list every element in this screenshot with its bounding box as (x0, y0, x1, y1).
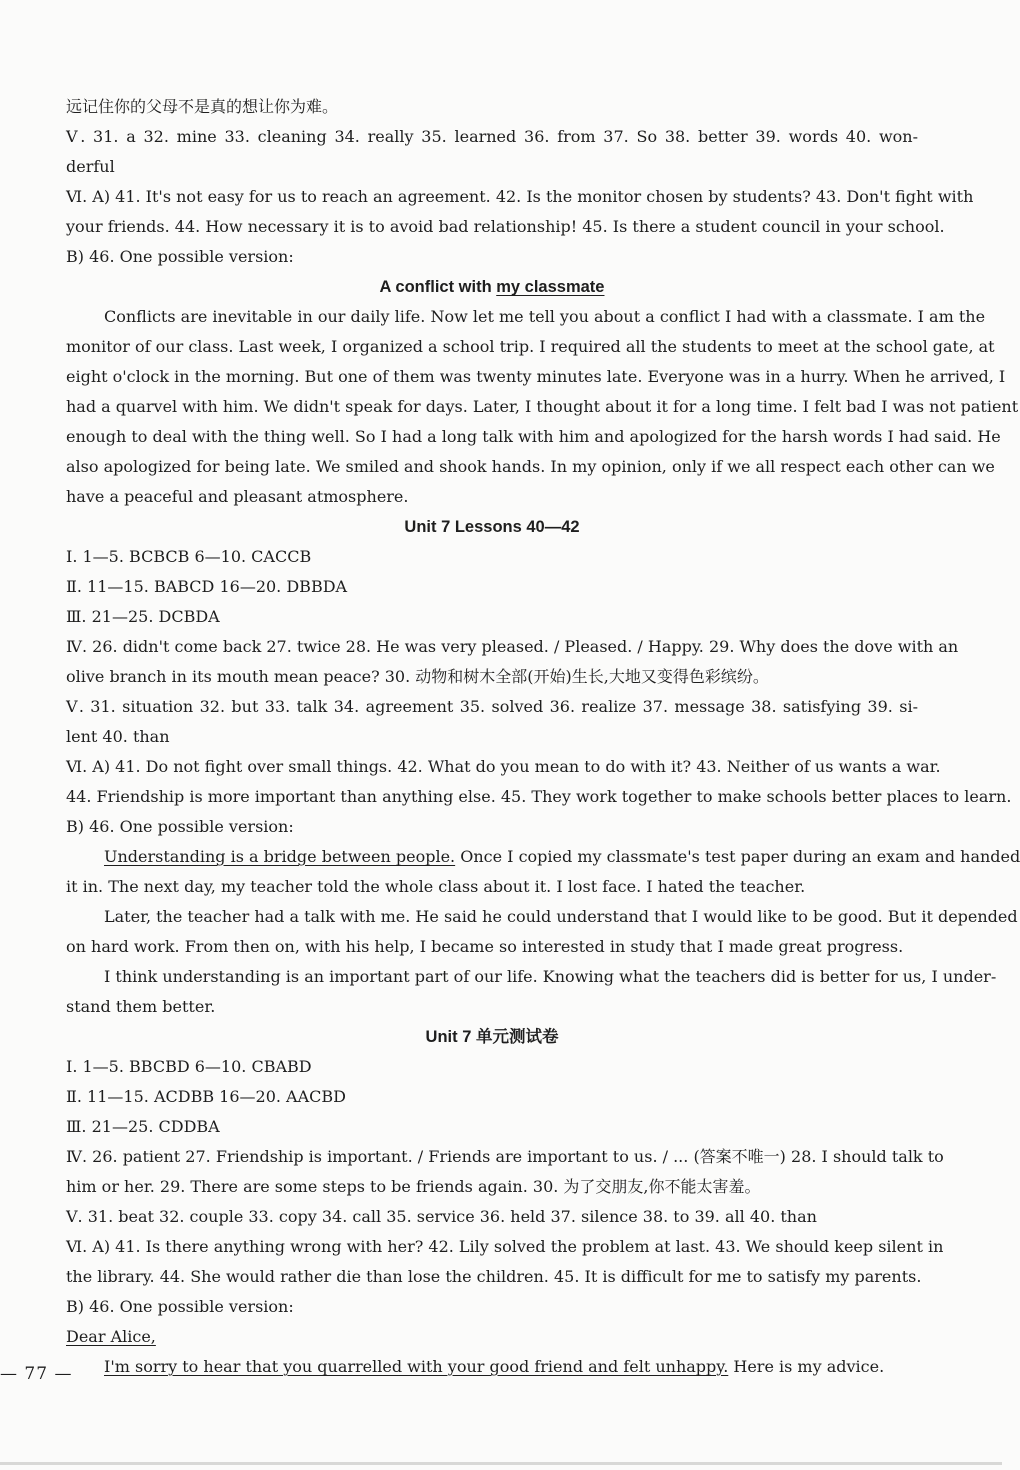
text-line: Ⅳ. 26. didn't come back 27. twice 28. He was very pleased. / Pleased. / Happy. 29. Why does the dove with an (66, 637, 959, 656)
text-line: Ⅴ. 31. situation 32. but 33. talk 34. agreement 35. solved 36. realize 37. message 38. satisfying 39. si- (66, 697, 918, 716)
text-line: Ⅱ. 11—15. BABCD 16—20. DBBDA (66, 577, 348, 596)
text-line: your friends. 44. How necessary it is to avoid bad relationship! 45. Is there a student council in your school. (66, 217, 945, 236)
text-line: Ⅵ. A) 41. It's not easy for us to reach an agreement. 42. Is the monitor chosen by students? 43. Don't fight with (66, 187, 974, 206)
answer-key-page (66, 92, 1020, 1382)
text-line: Ⅵ. A) 41. Is there anything wrong with her? 42. Lily solved the problem at last. 43. We should keep silent in (66, 1237, 944, 1256)
text-line: I'm sorry to hear that you quarrelled with your good friend and felt unhappy. Here is my advice. (104, 1357, 885, 1376)
text-line: 44. Friendship is more important than anything else. 45. They work together to make schools better places to learn. (66, 787, 1012, 806)
footer-divider (0, 1462, 1002, 1465)
text-line: the library. 44. She would rather die than lose the children. 45. It is difficult for me to satisfy my parents. (66, 1267, 922, 1286)
text-line: Ⅲ. 21—25. DCBDA (66, 607, 220, 626)
text-line: had a quarvel with him. We didn't speak for days. Later, I thought about it for a long time. I felt bad I was not patient (66, 397, 1019, 416)
section-heading: Unit 7 单元测试卷 (425, 1028, 559, 1046)
text-line: Ⅴ. 31. beat 32. couple 33. copy 34. call 35. service 36. held 37. silence 38. to 39. all 40. than (66, 1207, 817, 1226)
text-line: Understanding is a bridge between people. Once I copied my classmate's test paper during an exam and handed (104, 847, 1020, 866)
text-line: Ⅳ. 26. patient 27. Friendship is important. / Friends are important to us. / ... (答案不唯一) 28. I should talk to (66, 1147, 944, 1166)
section-heading: A conflict with my classmate (379, 278, 605, 296)
underlined-text: I'm sorry to hear that you quarrelled with your good friend and felt unhappy. (104, 1357, 729, 1376)
text-line (66, 1322, 918, 1352)
text-line: B) 46. One possible version: (66, 817, 294, 836)
text-line: olive branch in its mouth mean peace? 30. 动物和树木全部(开始)生长,大地又变得色彩缤纷。 (66, 667, 769, 686)
text-line: Ⅱ. 11—15. ACDBB 16—20. AACBD (66, 1087, 346, 1106)
text-line: on hard work. From then on, with his help, I became so interested in study that I made great progress. (66, 937, 904, 956)
text-line: also apologized for being late. We smiled and shook hands. In my opinion, only if we all respect each other can we (66, 457, 995, 476)
text-line: lent 40. than (66, 727, 170, 746)
text-line: him or her. 29. There are some steps to be friends again. 30. 为了交朋友,你不能太害羞。 (66, 1177, 761, 1196)
text-line: derful (66, 157, 115, 176)
text-line: I think understanding is an important part of our life. Knowing what the teachers did is better for us, I under- (104, 967, 997, 986)
text-line: enough to deal with the thing well. So I had a long talk with him and apologized for the harsh words I had said. He (66, 427, 1001, 446)
text-line: Ⅴ. 31. a 32. mine 33. cleaning 34. really 35. learned 36. from 37. So 38. better 39. words 40. won- (66, 127, 918, 146)
text-line: B) 46. One possible version: (66, 1297, 294, 1316)
underlined-text: Understanding is a bridge between people. (104, 847, 456, 866)
section-heading: Unit 7 Lessons 40—42 (404, 518, 580, 536)
text-line: eight o'clock in the morning. But one of them was twenty minutes late. Everyone was in a hurry. When he arrived, I (66, 367, 1006, 386)
text-line: Later, the teacher had a talk with me. He said he could understand that I would like to be good. But it depended (104, 907, 1018, 926)
underlined-text: my classmate (496, 278, 605, 296)
text-line: Conflicts are inevitable in our daily life. Now let me tell you about a conflict I had with a classmate. I am the (104, 307, 986, 326)
text-line: stand them better. (66, 997, 216, 1016)
text-line: B) 46. One possible version: (66, 247, 294, 266)
text-line: Ⅰ. 1—5. BBCBD 6—10. CBABD (66, 1057, 312, 1076)
page-number: — 77 — (0, 1364, 73, 1384)
underlined-text: Dear Alice, (66, 1327, 156, 1346)
text-line: it in. The next day, my teacher told the whole class about it. I lost face. I hated the teacher. (66, 877, 806, 896)
text-line: have a peaceful and pleasant atmosphere. (66, 487, 409, 506)
text-line: Ⅰ. 1—5. BCBCB 6—10. CACCB (66, 547, 312, 566)
text-line: Ⅵ. A) 41. Do not fight over small things. 42. What do you mean to do with it? 43. Neither of us wants a war. (66, 757, 941, 776)
text-line: monitor of our class. Last week, I organized a school trip. I required all the students to meet at the school gate, at (66, 337, 995, 356)
text-line: Ⅲ. 21—25. CDDBA (66, 1117, 220, 1136)
text-line: 远记住你的父母不是真的想让你为难。 (66, 97, 339, 116)
